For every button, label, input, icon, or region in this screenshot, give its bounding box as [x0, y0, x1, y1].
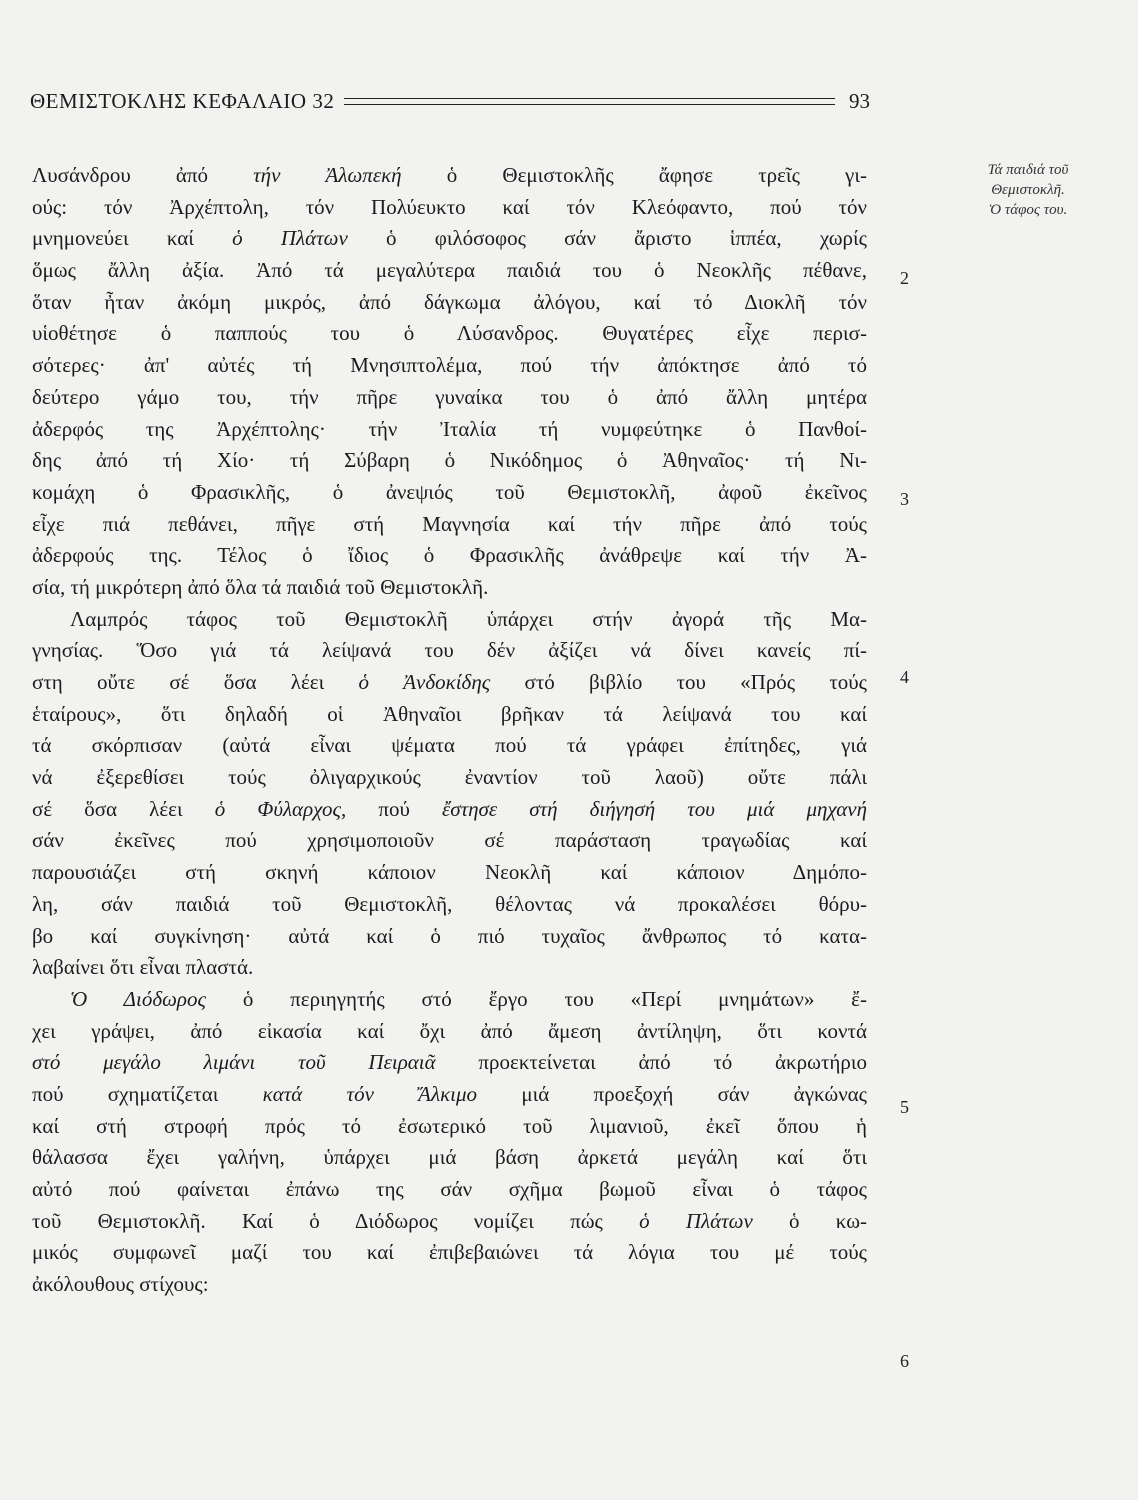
text-span: , πού	[340, 796, 442, 821]
text-span: ὁ φιλόσοφος σάν ἄριστο ἱππέα, χωρίς	[347, 226, 867, 251]
text-span: Λυσάνδρου ἀπό	[32, 163, 254, 187]
italic-text: ὁ Φύλαρχος	[214, 796, 341, 821]
italic-text: ὁ Πλάτων	[639, 1208, 753, 1233]
section-number: 6	[900, 1351, 909, 1371]
text-line: ούς: τόν Ἀρχέπτολη, τόν Πολύευκτο καί τόν Κλεόφαντο, πού τόν	[32, 194, 867, 219]
italic-text: ἔστησε στή διήγησή του μιά μηχανή	[441, 796, 867, 821]
text-line: παρουσιάζει στή σκηνή κάποιον Νεοκλῆ καί κάποιον Δημόπο-	[32, 860, 867, 885]
italic-text: κατά τόν Ἄλκιμο	[262, 1081, 478, 1106]
text-line: δης ἀπό τή Χίο· τή Σύβαρη ὁ Νικόδημος ὁ Ἀθηναῖος· τή Νι-	[32, 448, 867, 473]
margin-note-line: Θεμιστοκλῆ.	[991, 182, 1065, 198]
text-line: λαβαίνει ὅτι εἶναι πλαστά.	[32, 955, 254, 980]
text-line: θάλασσα ἔχει γαλήνη, ὑπάρχει μιά βάση ἀρκετά μεγάλη καί ὅτι	[32, 1145, 867, 1170]
section-number: 4	[900, 667, 909, 687]
text-span: ὁ Θεμιστοκλῆς ἄφησε τρεῖς γι-	[401, 163, 867, 187]
text-line: υἱοθέτησε ὁ παππούς του ὁ Λύσανδρος. Θυγατέρες εἶχε περισ-	[32, 321, 867, 346]
text-line	[32, 1079, 867, 1111]
body-text	[32, 160, 867, 1301]
text-line: κομάχη ὁ Φρασικλῆς, ὁ ἀνεψιός τοῦ Θεμιστοκλῆ, ἀφοῦ ἐκεῖνος	[32, 479, 867, 504]
text-line: σάν ἐκεῖνες πού χρησιμοποιοῦν σέ παράσταση τραγωδίας καί	[32, 828, 867, 853]
text-line: ἀδερφούς της. Τέλος ὁ ἴδιος ὁ Φρασικλῆς ἀνάθρεψε καί τήν Ἀ-	[32, 543, 867, 568]
text-line: αὐτό πού φαίνεται ἐπάνω της σάν σχῆμα βωμοῦ εἶναι ὁ τάφος	[32, 1177, 867, 1201]
text-line	[32, 984, 867, 1016]
running-head-title: ΘΕΜΙΣΤΟΚΛΗΣ ΚΕΦΑΛΑΙΟ 32	[30, 88, 335, 113]
italic-text: τήν Ἀλωπεκή	[253, 163, 402, 187]
text-span: στό βιβλίο του «Πρός τούς	[490, 670, 867, 694]
text-line: νά ἐξερεθίσει τούς ὀλιγαρχικούς ἐναντίον τοῦ λαοῦ) οὔτε πάλι	[32, 765, 867, 790]
section-number: 5	[900, 1097, 909, 1117]
text-line: εἶχε πιά πεθάνει, πῆγε στή Μαγνησία καί τήν πῆρε ἀπό τούς	[32, 511, 867, 536]
italic-text: ὁ Πλάτων	[232, 226, 348, 251]
text-line	[32, 1206, 867, 1238]
running-header	[30, 86, 870, 116]
margin-note-line: Ὁ τάφος του.	[988, 202, 1068, 218]
text-line: ἑταίρους», ὅτι δηλαδή οἱ Ἀθηναῖοι βρῆκαν τά λείψανά του καί	[32, 701, 867, 726]
text-span: ὁ κω-	[752, 1208, 867, 1233]
text-line: μικός συμφωνεῖ μαζί του καί ἐπιβεβαιώνει τά λόγια του μέ τούς	[32, 1240, 867, 1265]
text-line: ὅμως ἄλλη ἀξία. Ἀπό τά μεγαλύτερα παιδιά του ὁ Νεοκλῆς πέθανε,	[32, 258, 867, 283]
text-line	[32, 1047, 867, 1079]
text-line: βο καί συγκίνηση· αὐτά καί ὁ πιό τυχαῖος ἄνθρωπος τό κατα-	[32, 923, 867, 948]
text-span: μνημονεύει καί	[32, 226, 233, 251]
header-double-rule	[344, 98, 835, 105]
text-line	[32, 223, 867, 255]
italic-text: ὁ Ἀνδοκίδης	[358, 670, 491, 694]
section-number: 3	[900, 489, 909, 509]
text-line: ἀκόλουθους στίχους:	[32, 1272, 209, 1297]
text-span: πού σχηματίζεται	[32, 1081, 263, 1106]
text-line: δεύτερο γάμο του, τήν πῆρε γυναίκα του ὁ ἀπό ἄλλη μητέρα	[32, 384, 867, 409]
text-span: τοῦ Θεμιστοκλῆ. Καί ὁ Διόδωρος νομίζει πώς	[32, 1208, 640, 1233]
text-span: προεκτείνεται ἀπό τό ἀκρωτήριο	[435, 1050, 867, 1075]
text-span: στη οὔτε σέ ὅσα λέει	[32, 670, 359, 694]
text-line	[32, 794, 867, 826]
text-line: γνησίας. Ὅσο γιά τά λείψανά του δέν ἀξίζει νά δίνει κανείς πί-	[32, 638, 867, 663]
text-line: χει γράψει, ἀπό εἰκασία καί ὄχι ἀπό ἄμεση ἀντίληψη, ὅτι κοντά	[32, 1018, 867, 1043]
text-line: ὅταν ἦταν ἀκόμη μικρός, ἀπό δάγκωμα ἀλόγου, καί τό Διοκλῆ τόν	[32, 289, 867, 314]
text-line: σία, τή μικρότερη ἀπό ὅλα τά παιδιά τοῦ Θεμιστοκλῆ.	[32, 574, 489, 599]
page-number: 93	[849, 88, 870, 113]
section-number: 2	[900, 268, 909, 288]
text-span: σέ ὅσα λέει	[32, 796, 215, 821]
text-line: λη, σάν παιδιά τοῦ Θεμιστοκλῆ, θέλοντας νά προκαλέσει θόρυ-	[32, 891, 867, 916]
text-line: ἀδερφός της Ἀρχέπτολης· τήν Ἰταλία τή νυμφεύτηκε ὁ Πανθοί-	[32, 416, 867, 441]
text-line: σότερες· ἀπ' αὐτές τή Μνησιπτολέμα, πού τήν ἀπόκτησε ἀπό τό	[32, 353, 867, 378]
text-line	[32, 667, 867, 699]
italic-text: Ὁ Διόδωρος	[70, 986, 207, 1011]
text-line	[32, 160, 867, 192]
text-span: μιά προεξοχή σάν ἀγκώνας	[477, 1081, 867, 1106]
text-line: Λαμπρός τάφος τοῦ Θεμιστοκλῆ ὑπάρχει στήν ἀγορά τῆς Μα-	[70, 606, 867, 631]
italic-text: στό μεγάλο λιμάνι τοῦ Πειραιᾶ	[32, 1050, 436, 1075]
margin-note-line: Τά παιδιά τοῦ	[987, 162, 1069, 178]
text-line: τά σκόρπισαν (αὐτά εἶναι ψέματα πού τά γράφει ἐπίτηδες, γιά	[32, 733, 867, 758]
margin-note	[928, 160, 1128, 220]
text-line: καί στή στροφή πρός τό ἐσωτερικό τοῦ λιμανιοῦ, ἐκεῖ ὅπου ἡ	[32, 1113, 867, 1138]
text-span: ὁ περιηγητής στό ἔργο του «Περί μνημάτων» ἔ-	[206, 986, 867, 1011]
